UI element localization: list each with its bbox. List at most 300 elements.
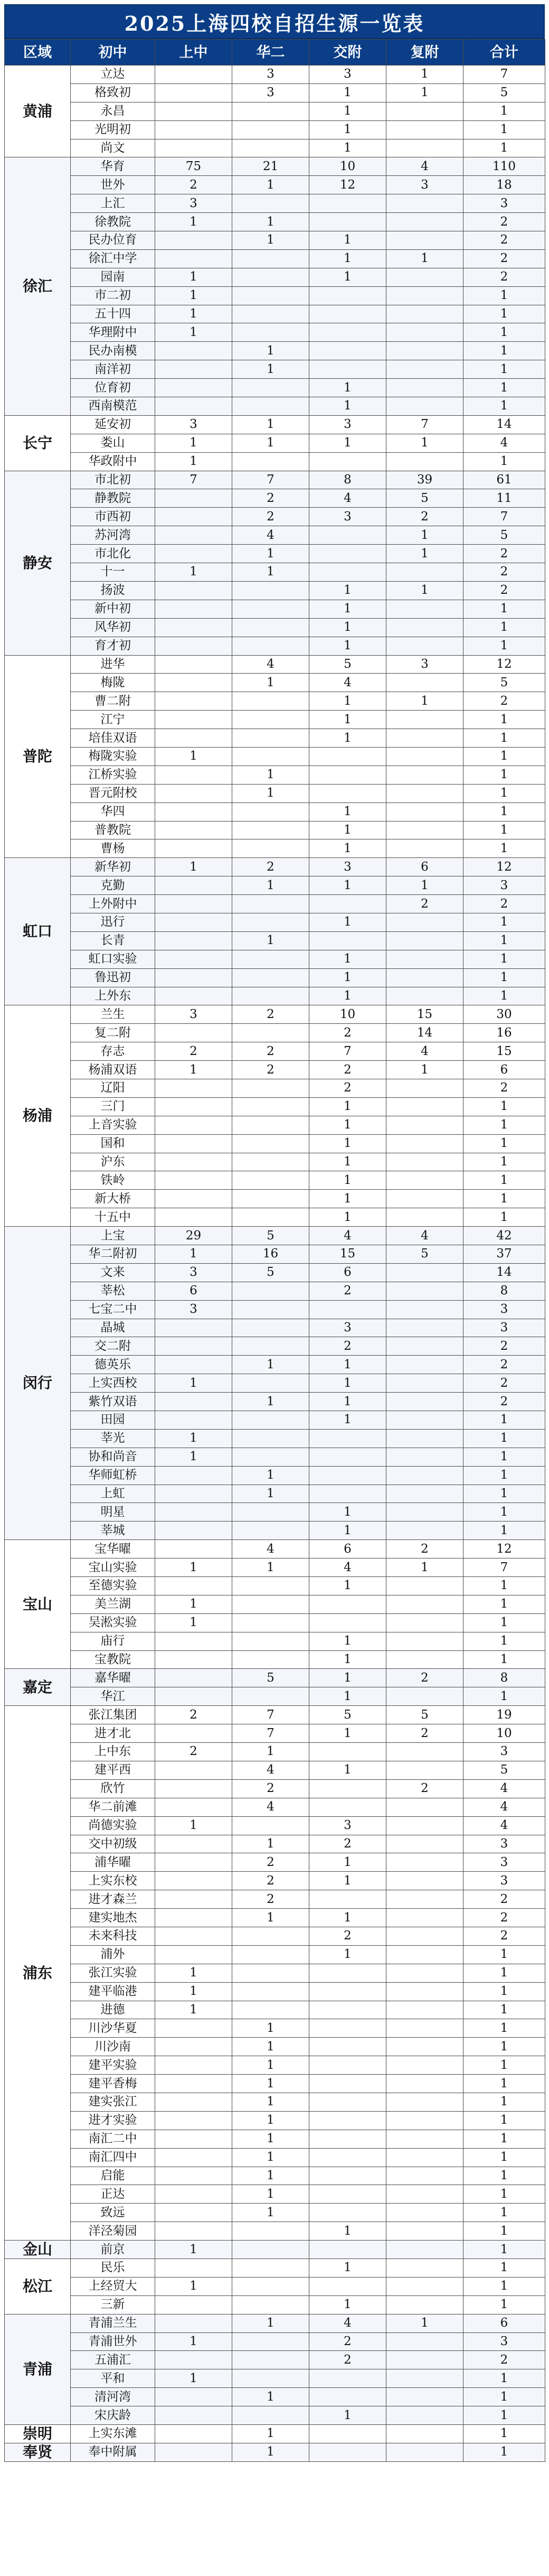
jiaofu-count: 1	[309, 729, 386, 748]
school-cell: 兰生	[71, 1005, 155, 1024]
table-row	[5, 2019, 545, 2038]
fufu-count: 2	[386, 1669, 463, 1687]
table-row	[5, 655, 545, 674]
huaer-count	[232, 2277, 309, 2295]
table-row	[5, 1190, 545, 1208]
total-count: 1	[463, 139, 545, 157]
huaer-count	[232, 1134, 309, 1153]
school-cell: 华政附中	[71, 452, 155, 471]
huaer-count: 1	[232, 876, 309, 895]
school-cell: 迅行	[71, 913, 155, 931]
school-cell: 交中初级	[71, 1835, 155, 1853]
total-count: 1	[463, 1097, 545, 1116]
shangzhong-count	[155, 1097, 232, 1116]
total-count: 2	[463, 1927, 545, 1945]
total-count: 11	[463, 489, 545, 508]
total-count: 12	[463, 655, 545, 674]
huaer-count: 1	[232, 2111, 309, 2130]
huaer-count	[232, 1503, 309, 1522]
jiaofu-count: 3	[309, 858, 386, 876]
district-cell: 徐汇	[5, 157, 71, 415]
jiaofu-count: 1	[309, 968, 386, 987]
jiaofu-count: 1	[309, 379, 386, 397]
huaer-count: 1	[232, 1393, 309, 1411]
school-cell: 庙行	[71, 1632, 155, 1650]
jiaofu-count: 1	[309, 821, 386, 839]
shangzhong-count	[155, 2075, 232, 2093]
fufu-count	[386, 1319, 463, 1337]
school-cell: 梅陇实验	[71, 747, 155, 766]
school-cell: 莘城	[71, 1522, 155, 1540]
shangzhong-count	[155, 526, 232, 545]
header-shangzhong: 上中	[155, 40, 232, 66]
fufu-count	[386, 747, 463, 766]
table-row	[5, 1595, 545, 1613]
shangzhong-count	[155, 1079, 232, 1097]
total-count: 14	[463, 1263, 545, 1282]
fufu-count	[386, 397, 463, 416]
huaer-count: 1	[232, 1485, 309, 1503]
school-cell: 田园	[71, 1411, 155, 1430]
total-count: 2	[463, 249, 545, 268]
table-row	[5, 1816, 545, 1835]
shangzhong-count	[155, 342, 232, 360]
table-row	[5, 1448, 545, 1466]
fufu-count	[386, 1613, 463, 1632]
total-count: 1	[463, 747, 545, 766]
jiaofu-count	[309, 766, 386, 784]
shangzhong-count	[155, 1024, 232, 1042]
school-cell: 上音实验	[71, 1116, 155, 1134]
school-cell: 宝华曜	[71, 1540, 155, 1558]
jiaofu-count: 15	[309, 1245, 386, 1264]
shangzhong-count	[155, 2425, 232, 2443]
shangzhong-count: 1	[155, 2369, 232, 2388]
shangzhong-count: 1	[155, 1816, 232, 1835]
shangzhong-count	[155, 2130, 232, 2148]
huaer-count	[232, 2406, 309, 2425]
school-cell: 永昌	[71, 102, 155, 120]
total-count: 2	[463, 231, 545, 250]
school-cell: 紫竹双语	[71, 1393, 155, 1411]
huaer-count: 3	[232, 66, 309, 84]
school-cell: 风华初	[71, 618, 155, 637]
jiaofu-count: 1	[309, 249, 386, 268]
huaer-count: 1	[232, 545, 309, 563]
huaer-count	[232, 2001, 309, 2019]
jiaofu-count: 4	[309, 2314, 386, 2332]
jiaofu-count: 1	[309, 1632, 386, 1650]
jiaofu-count	[309, 2148, 386, 2167]
fufu-count	[386, 231, 463, 250]
school-cell: 未来科技	[71, 1927, 155, 1945]
huaer-count	[232, 1153, 309, 1171]
shangzhong-count	[155, 1927, 232, 1945]
district-cell: 静安	[5, 471, 71, 655]
jiaofu-count: 1	[309, 83, 386, 102]
total-count: 1	[463, 2111, 545, 2130]
shangzhong-count: 1	[155, 286, 232, 305]
table-row	[5, 931, 545, 950]
school-cell: 明星	[71, 1503, 155, 1522]
jiaofu-count: 12	[309, 176, 386, 194]
shangzhong-count	[155, 2019, 232, 2038]
school-cell: 德英乐	[71, 1356, 155, 1374]
fufu-count	[386, 1761, 463, 1779]
total-count: 1	[463, 1577, 545, 1595]
huaer-count	[232, 581, 309, 600]
jiaofu-count	[309, 2204, 386, 2222]
school-cell: 清河湾	[71, 2388, 155, 2406]
total-count: 1	[463, 1650, 545, 1669]
fufu-count	[386, 120, 463, 139]
total-count: 1	[463, 379, 545, 397]
table-row	[5, 1927, 545, 1945]
huaer-count: 1	[232, 766, 309, 784]
shangzhong-count	[155, 545, 232, 563]
jiaofu-count: 2	[309, 2332, 386, 2351]
fufu-count	[386, 1945, 463, 1964]
total-count: 1	[463, 987, 545, 1005]
jiaofu-count: 1	[309, 434, 386, 452]
huaer-count: 1	[232, 2185, 309, 2204]
huaer-count	[232, 968, 309, 987]
jiaofu-count	[309, 1890, 386, 1909]
fufu-count	[386, 2056, 463, 2075]
huaer-count	[232, 637, 309, 655]
jiaofu-count: 4	[309, 1558, 386, 1577]
header-fufu: 复附	[386, 40, 463, 66]
table-row	[5, 987, 545, 1005]
table-row	[5, 66, 545, 84]
school-cell: 建平临港	[71, 1982, 155, 2001]
school-cell: 普教院	[71, 821, 155, 839]
fufu-count	[386, 1632, 463, 1650]
huaer-count: 1	[232, 176, 309, 194]
shangzhong-count: 1	[155, 858, 232, 876]
table-row	[5, 323, 545, 342]
total-count: 1	[463, 2001, 545, 2019]
shangzhong-count: 1	[155, 434, 232, 452]
fufu-count	[386, 379, 463, 397]
table-row	[5, 747, 545, 766]
school-cell: 张江实验	[71, 1964, 155, 1982]
fufu-count	[386, 931, 463, 950]
huaer-count	[232, 1595, 309, 1613]
total-count: 5	[463, 1761, 545, 1779]
table-row	[5, 1208, 545, 1227]
table-row	[5, 729, 545, 748]
total-count: 4	[463, 1779, 545, 1798]
school-cell: 新华初	[71, 858, 155, 876]
fufu-count	[386, 950, 463, 968]
fufu-count: 2	[386, 895, 463, 913]
table-row	[5, 1393, 545, 1411]
school-cell: 尚德实验	[71, 1816, 155, 1835]
huaer-count: 1	[232, 1743, 309, 1761]
shangzhong-count	[155, 987, 232, 1005]
shangzhong-count	[155, 2038, 232, 2056]
shangzhong-count	[155, 83, 232, 102]
fufu-count	[386, 194, 463, 213]
table-row	[5, 1890, 545, 1909]
total-count: 1	[463, 1595, 545, 1613]
jiaofu-count: 1	[309, 950, 386, 968]
huaer-count	[232, 802, 309, 821]
fufu-count	[386, 1282, 463, 1300]
huaer-count: 1	[232, 2075, 309, 2093]
fufu-count: 1	[386, 1061, 463, 1079]
school-cell: 华四	[71, 802, 155, 821]
fufu-count	[386, 711, 463, 729]
table-row	[5, 1982, 545, 2001]
fufu-count: 1	[386, 545, 463, 563]
table-row	[5, 1300, 545, 1319]
total-count: 1	[463, 2093, 545, 2111]
huaer-count	[232, 305, 309, 323]
table-row	[5, 1337, 545, 1356]
fufu-count	[386, 1429, 463, 1448]
huaer-count	[232, 747, 309, 766]
school-cell: 华二附初	[71, 1245, 155, 1264]
school-cell: 苏河湾	[71, 526, 155, 545]
school-cell: 铁岭	[71, 1171, 155, 1190]
school-cell: 文来	[71, 1263, 155, 1282]
jiaofu-count: 1	[309, 987, 386, 1005]
jiaofu-count: 1	[309, 268, 386, 286]
school-cell: 宋庆龄	[71, 2406, 155, 2425]
school-cell: 新中初	[71, 600, 155, 618]
district-cell: 松江	[5, 2258, 71, 2314]
huaer-count	[232, 139, 309, 157]
fufu-count: 4	[386, 1042, 463, 1061]
school-cell: 青浦世外	[71, 2332, 155, 2351]
fufu-count: 5	[386, 489, 463, 508]
total-count: 2	[463, 268, 545, 286]
jiaofu-count	[309, 2241, 386, 2259]
total-count: 3	[463, 2332, 545, 2351]
table-row	[5, 2222, 545, 2241]
table-row	[5, 1779, 545, 1798]
huaer-count: 3	[232, 83, 309, 102]
fufu-count	[386, 637, 463, 655]
table-row	[5, 489, 545, 508]
table-row	[5, 1245, 545, 1264]
table-row	[5, 1116, 545, 1134]
jiaofu-count	[309, 1779, 386, 1798]
jiaofu-count	[309, 545, 386, 563]
total-count: 3	[463, 1300, 545, 1319]
shangzhong-count: 6	[155, 1282, 232, 1300]
fufu-count	[386, 563, 463, 582]
shangzhong-count	[155, 766, 232, 784]
fufu-count	[386, 2295, 463, 2314]
shangzhong-count	[155, 1724, 232, 1743]
fufu-count	[386, 1522, 463, 1540]
school-cell: 进才森兰	[71, 1890, 155, 1909]
school-cell: 十一	[71, 563, 155, 582]
table-row	[5, 876, 545, 895]
shangzhong-count: 1	[155, 2332, 232, 2351]
fufu-count	[386, 600, 463, 618]
table-row	[5, 968, 545, 987]
table-row	[5, 1558, 545, 1577]
shangzhong-count: 2	[155, 1706, 232, 1724]
huaer-count	[232, 2369, 309, 2388]
total-count: 1	[463, 1190, 545, 1208]
total-count: 1	[463, 2258, 545, 2277]
fufu-count	[386, 1171, 463, 1190]
school-cell: 启能	[71, 2167, 155, 2185]
jiaofu-count: 10	[309, 157, 386, 176]
fufu-count	[386, 2130, 463, 2148]
table-row	[5, 1945, 545, 1964]
total-count: 1	[463, 913, 545, 931]
shangzhong-count	[155, 1337, 232, 1356]
school-cell: 川沙华夏	[71, 2019, 155, 2038]
shangzhong-count: 1	[155, 1061, 232, 1079]
table-row	[5, 1042, 545, 1061]
huaer-count	[232, 1190, 309, 1208]
jiaofu-count: 1	[309, 1393, 386, 1411]
school-cell: 光明初	[71, 120, 155, 139]
school-cell: 晶城	[71, 1319, 155, 1337]
table-row	[5, 1134, 545, 1153]
huaer-count: 1	[232, 231, 309, 250]
huaer-count	[232, 1687, 309, 1706]
huaer-count	[232, 1116, 309, 1134]
jiaofu-count: 2	[309, 1061, 386, 1079]
fufu-count	[386, 1890, 463, 1909]
table-row	[5, 2351, 545, 2369]
jiaofu-count: 5	[309, 1706, 386, 1724]
huaer-count	[232, 839, 309, 858]
jiaofu-count: 4	[309, 1227, 386, 1245]
huaer-count	[232, 600, 309, 618]
shangzhong-count: 1	[155, 1374, 232, 1393]
table-row	[5, 2425, 545, 2443]
district-cell: 宝山	[5, 1540, 71, 1669]
school-cell: 华育	[71, 157, 155, 176]
total-count: 16	[463, 1024, 545, 1042]
fufu-count	[386, 821, 463, 839]
fufu-count	[386, 2019, 463, 2038]
shangzhong-count	[155, 1356, 232, 1374]
school-cell: 园南	[71, 268, 155, 286]
shangzhong-count	[155, 895, 232, 913]
school-cell: 进德	[71, 2001, 155, 2019]
table-row	[5, 176, 545, 194]
table-row	[5, 1024, 545, 1042]
school-cell: 上外东	[71, 987, 155, 1005]
jiaofu-count	[309, 1595, 386, 1613]
shangzhong-count	[155, 2167, 232, 2185]
fufu-count: 1	[386, 581, 463, 600]
table-row	[5, 2148, 545, 2167]
huaer-count	[232, 895, 309, 913]
huaer-count	[232, 1945, 309, 1964]
table-row	[5, 2185, 545, 2204]
table-body	[5, 66, 545, 2462]
table-row	[5, 1522, 545, 1540]
school-cell: 宝教院	[71, 1650, 155, 1669]
school-cell: 协和尚音	[71, 1448, 155, 1466]
shangzhong-count	[155, 1835, 232, 1853]
shangzhong-count	[155, 139, 232, 157]
huaer-count	[232, 268, 309, 286]
shangzhong-count: 1	[155, 268, 232, 286]
jiaofu-count: 1	[309, 1116, 386, 1134]
jiaofu-count: 1	[309, 711, 386, 729]
school-cell: 美兰湖	[71, 1595, 155, 1613]
jiaofu-count: 1	[309, 876, 386, 895]
fufu-count	[386, 1116, 463, 1134]
fufu-count: 1	[386, 1558, 463, 1577]
school-cell: 上实西校	[71, 1374, 155, 1393]
table-row	[5, 1227, 545, 1245]
total-count: 2	[463, 213, 545, 231]
total-count: 1	[463, 397, 545, 416]
jiaofu-count: 2	[309, 1835, 386, 1853]
table-row	[5, 213, 545, 231]
jiaofu-count: 7	[309, 1042, 386, 1061]
total-count: 1	[463, 821, 545, 839]
total-count: 1	[463, 802, 545, 821]
table-row	[5, 1743, 545, 1761]
district-cell: 长宁	[5, 415, 71, 471]
jiaofu-count: 1	[309, 600, 386, 618]
total-count: 61	[463, 471, 545, 489]
school-cell: 南汇二中	[71, 2130, 155, 2148]
fufu-count	[386, 802, 463, 821]
school-cell: 辽阳	[71, 1079, 155, 1097]
shangzhong-count	[155, 913, 232, 931]
fufu-count	[386, 1816, 463, 1835]
jiaofu-count: 1	[309, 102, 386, 120]
shangzhong-count	[155, 1153, 232, 1171]
shangzhong-count	[155, 1522, 232, 1540]
district-cell: 杨浦	[5, 1005, 71, 1227]
jiaofu-count: 1	[309, 637, 386, 655]
table-row	[5, 1872, 545, 1890]
school-cell: 晋元附校	[71, 784, 155, 802]
shangzhong-count: 3	[155, 415, 232, 434]
school-cell: 上实东校	[71, 1872, 155, 1890]
huaer-count	[232, 729, 309, 748]
huaer-count	[232, 1448, 309, 1466]
table-row	[5, 249, 545, 268]
table-row	[5, 194, 545, 213]
admissions-sheet	[4, 4, 545, 2462]
huaer-count: 1	[232, 563, 309, 582]
huaer-count: 1	[232, 784, 309, 802]
table-row	[5, 1650, 545, 1669]
shangzhong-count	[155, 1632, 232, 1650]
fufu-count	[386, 766, 463, 784]
huaer-count: 5	[232, 1227, 309, 1245]
school-cell: 致远	[71, 2204, 155, 2222]
school-cell: 莘松	[71, 1282, 155, 1300]
fufu-count: 1	[386, 249, 463, 268]
total-count: 1	[463, 102, 545, 120]
fufu-count	[386, 968, 463, 987]
header-school: 初中	[71, 40, 155, 66]
fufu-count	[386, 1687, 463, 1706]
fufu-count	[386, 139, 463, 157]
fufu-count: 1	[386, 434, 463, 452]
jiaofu-count: 1	[309, 802, 386, 821]
huaer-count	[232, 397, 309, 416]
